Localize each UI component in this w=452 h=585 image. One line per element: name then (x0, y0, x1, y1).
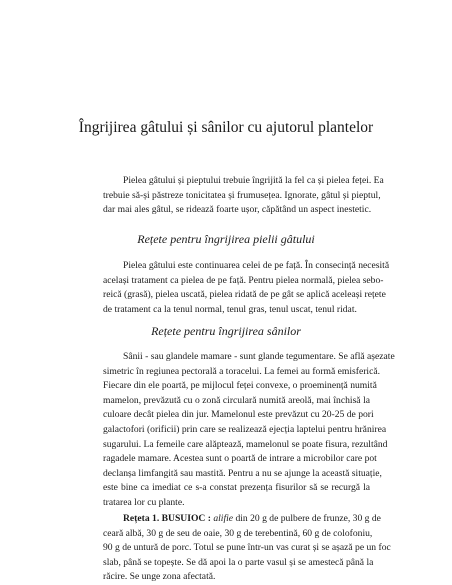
breasts-line: sugarului. La femeile care alăptează, mamelonul se poate fisura, rezultând (103, 438, 388, 450)
breasts-line: culoare decât pielea din jur. Mamelonul este prevăzut cu 20-25 de pori (103, 409, 374, 421)
intro-paragraph (103, 174, 384, 218)
intro-line: trebuie să-și păstreze tonicitatea și frumusețea. Ignorate, gâtul și pieptul, (103, 189, 381, 201)
breasts-paragraph (103, 350, 395, 511)
breasts-line: tratarea lor cu plante. (103, 496, 185, 508)
breasts-line: simetric în regiunea pectorală a toracelui. La femei au formă emisferică. (103, 365, 381, 377)
recipe-line: ceară albă, 30 g de seu de oaie, 30 g de terebentină, 60 g de colofoniu, (103, 527, 373, 539)
breasts-line: mamelon, prevăzută cu o zonă circulară numită areolă, mai închisă la (103, 394, 370, 406)
breasts-line: declanșa limfangită sau mastită. Pentru a nu se ajunge la această situație, (103, 467, 382, 479)
neck-line: de tratament ca la tenul normal, tenul gras, tenul uscat, tenul ridat. (103, 303, 357, 315)
neck-line: Pielea gâtului este continuarea celei de pe față. În consecință necesită (123, 260, 390, 271)
neck-paragraph (103, 259, 390, 317)
breasts-line: Sânii - sau glandele mamare - sunt glande tegumentare. Se află așezate (123, 351, 395, 362)
neck-line: același tratament ca pielea de pe față. Pentru pielea normală, pielea sebo- (103, 274, 384, 286)
section-heading-neck: Rețete pentru îngrijirea pielii gâtului (137, 232, 315, 246)
recipe-line: răcire. Se unge zona afectată. (103, 571, 216, 583)
breasts-line: ragadele mamare. Acestea sunt o poartă de intrare a microbilor care pot (103, 453, 377, 465)
neck-line: reică (grasă), pielea uscată, pielea ridată de pe gât se aplică aceleași rețete (103, 289, 386, 301)
recipe-label: Rețeta 1. BUSUIOC : (123, 513, 211, 524)
recipe-kind: alifie (213, 513, 234, 524)
section-heading-breasts: Rețete pentru îngrijirea sânilor (151, 324, 301, 338)
intro-line: Pielea gâtului și pieptului trebuie îngrijită la fel ca și pielea feței. Ea (123, 175, 384, 186)
recipe-line: slab, până se topește. Se dă apoi la o parte vasul și se amestecă până la (103, 556, 374, 568)
recipe-paragraph (103, 512, 391, 585)
recipe-first-line (103, 512, 381, 527)
breasts-line: galactofori (orificii) prin care se realizează ejecția laptelui pentru hrănirea (103, 423, 387, 435)
recipe-line: 90 g de untură de porc. Totul se pune într-un vas curat și se așază pe un foc (103, 542, 391, 554)
recipe-first-rest: din 20 g de pulbere de frunze, 30 g de (233, 513, 381, 524)
breasts-line: Fiecare din ele poartă, pe mijlocul feței convexe, o proeminență numită (103, 380, 377, 392)
intro-line: dar mai ales gâtul, se ridează foarte ușor, căpătând un aspect inestetic. (103, 204, 372, 216)
page-title: Îngrijirea gâtului și sânilor cu ajutorul plantelor (78, 119, 374, 136)
breasts-line: este bine ca imediat ce s-a constat prezența fisurilor să se recurgă la (103, 482, 370, 494)
